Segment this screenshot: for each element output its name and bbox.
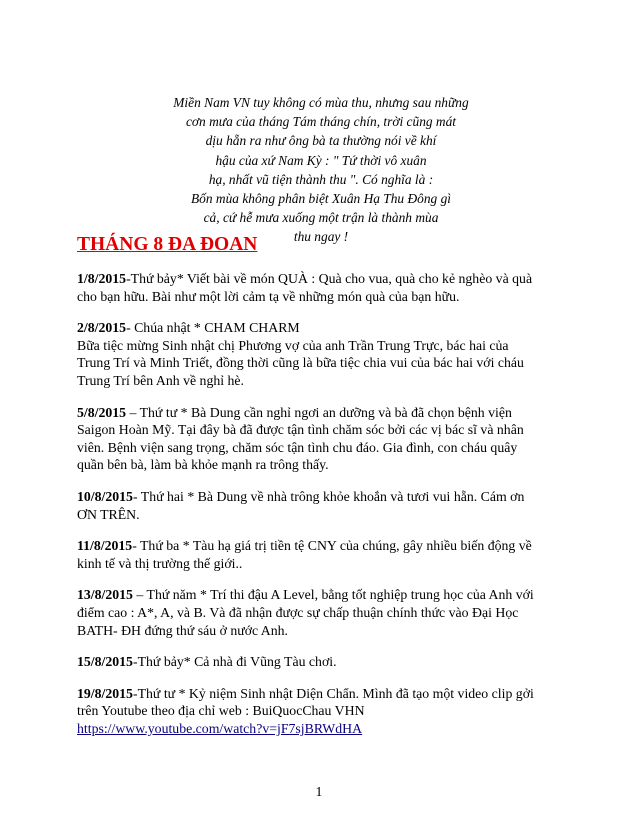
- entry-text: Bữa tiệc mừng Sinh nhật chị Phương vợ của anh Trần Trung Trực, bác hai của: [77, 337, 509, 353]
- entry-text: viên. Bệnh viện sang trọng, chăm sóc tận tình chu đáo. Gia đình, con cháu quây: [77, 439, 518, 455]
- entry-date: 13/8/2015: [77, 587, 133, 603]
- entry-date: 5/8/2015: [77, 404, 127, 420]
- entry-line: [77, 270, 567, 288]
- entry-text: - Thứ hai * Bà Dung về nhà trông khỏe khoắn và tươi vui hẵn. Cám ơn: [132, 488, 525, 504]
- entry-line: [77, 488, 567, 506]
- entry-text: - Thứ ba * Tàu hạ giá trị tiền tệ CNY của chúng, gây nhiều biến động về: [132, 538, 532, 554]
- intro-line: dịu hẵn ra như ông bà ta thường nói về khí: [205, 133, 437, 149]
- entry-line: [77, 685, 567, 703]
- section-heading: THÁNG 8 ĐA ĐOAN: [77, 234, 258, 255]
- entry-text: ƠN TRÊN.: [77, 506, 140, 522]
- intro-line: hậu của xứ Nam Kỳ : " Tứ thời vô xuân: [215, 152, 427, 168]
- entry-text: -Thứ bảy* Cả nhà đi Vũng Tàu chơi.: [132, 654, 337, 670]
- intro-line: cả, cứ hễ mưa xuống một trận là thành mùa: [203, 210, 439, 226]
- entry-text: Trung Trí bên Anh về nghỉ hè.: [77, 372, 244, 388]
- diary-entries: [77, 270, 567, 751]
- youtube-link[interactable]: https://www.youtube.com/watch?v=jF7sjBRWdHA: [77, 720, 363, 736]
- diary-entry: [77, 404, 567, 474]
- entry-text: kinh tế và thị trường thế giới..: [77, 555, 243, 571]
- entry-text: Trung Trí và Minh Triết, đồng thời cũng là bữa tiệc chia vui của bác hai với cháu: [77, 355, 524, 371]
- entry-date: 19/8/2015: [77, 685, 133, 701]
- diary-entry: [77, 270, 567, 305]
- diary-entry: [77, 586, 567, 639]
- page-number: 1: [315, 784, 323, 799]
- entry-line: [77, 586, 567, 604]
- entry-date: 2/8/2015: [77, 320, 127, 336]
- diary-entry: [77, 488, 567, 523]
- entry-text: Saigon Hoàn Mỹ. Tại đây bà đã được tận tình chăm sóc bởi các vị bác sĩ và nhân: [77, 422, 524, 438]
- entry-date: 11/8/2015: [77, 538, 133, 554]
- intro-line: cơn mưa của tháng Tám tháng chín, trời cũng mát: [185, 114, 457, 130]
- entry-text: -Thứ tư * Kỷ niệm Sinh nhật Diện Chẩn. Mình đã tạo một video clip gởi: [132, 685, 534, 701]
- entry-text: - Chúa nhật * CHAM CHARM: [126, 320, 300, 336]
- intro-line: Bốn mùa không phân biệt Xuân Hạ Thu Đông gì: [191, 191, 451, 207]
- intro-line: hạ, nhất vũ tiện thành thu ". Có nghĩa là :: [208, 171, 434, 187]
- entry-line: [77, 319, 567, 337]
- entry-text: – Thứ tư * Bà Dung cần nghỉ ngơi an dưỡng và bà đã chọn bệnh viện: [126, 404, 512, 420]
- diary-entry: [77, 685, 567, 738]
- entry-line: [77, 653, 567, 671]
- intro-line: Miền Nam VN tuy không có mùa thu, nhưng sau những: [173, 95, 469, 110]
- diary-entry: [77, 319, 567, 389]
- intro-paragraph: [140, 93, 502, 247]
- intro-line: thu ngay !: [293, 229, 349, 245]
- entry-text: BATH- ĐH đứng thứ sáu ở nước Anh.: [77, 622, 289, 638]
- diary-entry: [77, 537, 567, 572]
- diary-entry: [77, 653, 567, 671]
- entry-text: cho bạn hữu. Bài như một lời cảm tạ về những món quà của bạn hữu.: [77, 288, 460, 304]
- entry-text: – Thứ năm * Trí thi đậu A Level, bằng tốt nghiệp trung học của Anh với: [132, 587, 534, 603]
- entry-text: điểm cao : A*, A, và B. Và đã nhận được sự chấp thuận chính thức vào Đại Học: [77, 604, 519, 620]
- entry-line: [77, 404, 567, 422]
- entry-text: trên Youtube theo địa chỉ web : BuiQuocChau VHN: [77, 703, 365, 719]
- entry-text: quần bên bà, làm bà khỏe mạnh ra trông thấy.: [77, 457, 329, 473]
- entry-date: 10/8/2015: [77, 488, 133, 504]
- entry-text: -Thứ bảy* Viết bài về món QUÀ : Quà cho vua, quà cho kẻ nghèo và quà: [126, 271, 533, 286]
- entry-date: 1/8/2015: [77, 271, 127, 286]
- entry-date: 15/8/2015: [77, 654, 133, 670]
- entry-line: [77, 537, 567, 555]
